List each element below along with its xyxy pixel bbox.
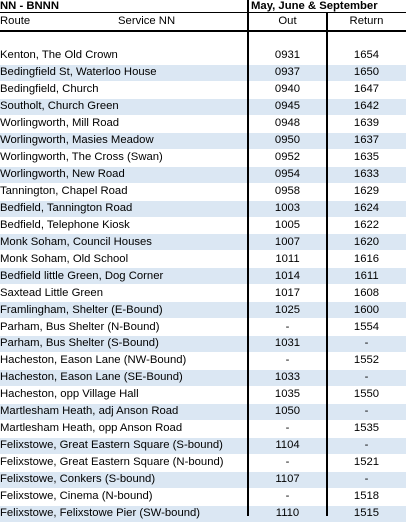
return-time: 1600 — [353, 303, 380, 316]
column-divider-route — [247, 0, 249, 516]
out-time: 0954 — [274, 167, 301, 180]
table-row — [0, 167, 406, 183]
table-row — [0, 218, 406, 234]
table-row — [0, 421, 406, 437]
return-time: 1550 — [353, 388, 380, 401]
return-time: 1624 — [353, 201, 380, 214]
stop-name: Monk Soham, Council Houses — [0, 235, 152, 248]
return-time: 1622 — [353, 218, 380, 231]
stop-name: Hacheston, Eason Lane (SE-Bound) — [0, 371, 183, 384]
out-time: 1031 — [274, 337, 301, 350]
table-row — [0, 404, 406, 420]
stop-name: Felixstowe, Cinema (N-bound) — [0, 490, 153, 503]
stop-name: Felixstowe, Great Eastern Square (S-bound) — [0, 439, 223, 452]
out-time: 0952 — [274, 151, 301, 164]
table-row — [0, 150, 406, 166]
out-time: 1107 — [275, 473, 300, 486]
stop-name: Martlesham Heath, opp Anson Road — [0, 422, 183, 435]
out-time: 1011 — [275, 252, 300, 265]
out-time: 0950 — [274, 134, 301, 147]
out-time: 0958 — [274, 184, 301, 197]
table-row — [0, 234, 406, 250]
table-row — [0, 65, 406, 81]
return-time: 1616 — [353, 252, 380, 265]
return-column-label: Return — [349, 15, 384, 28]
table-row — [0, 387, 406, 403]
return-time: - — [364, 371, 369, 384]
return-time: 1629 — [353, 184, 380, 197]
stop-name: Hacheston, opp Village Hall — [0, 388, 139, 401]
stop-name: Worlingworth, Mill Road — [0, 117, 120, 130]
return-time: 1521 — [353, 456, 380, 469]
out-time: 1025 — [274, 303, 301, 316]
stop-name: Bedingfield St, Waterloo House — [0, 66, 157, 79]
out-time: 0931 — [274, 49, 301, 62]
table-row — [0, 472, 406, 488]
header-row-columns — [0, 14, 406, 30]
table-row — [0, 353, 406, 369]
table-row — [0, 268, 406, 284]
table-row — [0, 489, 406, 505]
stop-name: Worlingworth, Masies Meadow — [0, 134, 154, 147]
out-time: - — [285, 456, 290, 469]
return-time: 1639 — [353, 117, 380, 130]
out-time: 1017 — [274, 286, 301, 299]
out-time: - — [285, 422, 290, 435]
out-time: 1104 — [275, 439, 300, 452]
stop-name: Saxtead Little Green — [0, 286, 103, 299]
table-row — [0, 184, 406, 200]
timetable-title: NN - BNNN — [0, 0, 59, 12]
return-time: 1650 — [353, 66, 380, 79]
out-time: 1014 — [274, 269, 301, 282]
return-time: 1633 — [353, 167, 380, 180]
out-time: 0948 — [274, 117, 301, 130]
return-time: - — [364, 473, 369, 486]
service-column-label: Service NN — [118, 15, 176, 28]
return-time: 1554 — [353, 320, 380, 333]
return-time: - — [364, 405, 369, 418]
table-row — [0, 116, 406, 132]
return-time: - — [364, 439, 369, 452]
stop-name: Worlingworth, The Cross (Swan) — [0, 151, 163, 164]
return-time: 1620 — [353, 235, 380, 248]
stop-name: Monk Soham, Old School — [0, 252, 129, 265]
return-time: 1515 — [353, 506, 380, 519]
return-time: 1637 — [353, 134, 380, 147]
stop-name: Kenton, The Old Crown — [0, 49, 118, 62]
out-time: 0940 — [274, 83, 301, 96]
return-time: 1635 — [353, 151, 380, 164]
out-time: 1003 — [274, 201, 301, 214]
table-row — [0, 370, 406, 386]
return-time: 1642 — [353, 100, 380, 113]
table-row — [0, 48, 406, 64]
out-time: 1050 — [274, 405, 301, 418]
column-divider-out — [326, 13, 328, 516]
return-time: 1611 — [354, 269, 379, 282]
out-time: 0937 — [274, 66, 301, 79]
stop-name: Parham, Bus Shelter (S-Bound) — [0, 337, 159, 350]
return-time: 1647 — [353, 83, 380, 96]
out-time: 0945 — [274, 100, 301, 113]
out-time: 1110 — [275, 506, 300, 519]
table-row — [0, 251, 406, 267]
return-time: 1535 — [353, 422, 380, 435]
table-row — [0, 319, 406, 335]
table-row — [0, 201, 406, 217]
return-time: 1518 — [353, 490, 380, 503]
table-row — [0, 285, 406, 301]
stop-name: Worlingworth, New Road — [0, 167, 125, 180]
table-row — [0, 99, 406, 115]
return-time: 1608 — [353, 286, 380, 299]
out-time: - — [285, 320, 290, 333]
table-row — [0, 82, 406, 98]
stop-name: Bedingfield, Church — [0, 83, 99, 96]
stop-name: Hacheston, Eason Lane (NW-Bound) — [0, 354, 187, 367]
route-column-label: Route — [0, 15, 31, 28]
out-column-label: Out — [278, 15, 297, 28]
stop-name: Felixstowe, Great Eastern Square (N-bound) — [0, 456, 224, 469]
stop-name: Tannington, Chapel Road — [0, 184, 128, 197]
return-time: - — [364, 337, 369, 350]
stop-name: Bedfield, Telephone Kiosk — [0, 218, 130, 231]
table-row — [0, 438, 406, 454]
out-time: - — [285, 354, 290, 367]
stop-name: Southolt, Church Green — [0, 100, 119, 113]
out-time: - — [285, 490, 290, 503]
stop-name: Martlesham Heath, adj Anson Road — [0, 405, 179, 418]
header-rule-top — [0, 12, 406, 13]
table-row — [0, 455, 406, 471]
table-row — [0, 133, 406, 149]
header-rule-bottom — [0, 30, 406, 32]
out-time: 1035 — [274, 388, 301, 401]
stop-name: Felixstowe, Felixstowe Pier (SW-bound) — [0, 506, 201, 519]
table-row — [0, 336, 406, 352]
table-row — [0, 302, 406, 318]
table-row — [0, 506, 406, 522]
timetable-period: May, June & September — [251, 0, 378, 12]
stop-name: Framlingham, Shelter (E-Bound) — [0, 303, 163, 316]
stop-name: Felixstowe, Conkers (S-bound) — [0, 473, 156, 486]
return-time: 1654 — [353, 49, 380, 62]
stop-name: Bedfield little Green, Dog Corner — [0, 269, 164, 282]
out-time: 1005 — [274, 218, 301, 231]
stop-name: Bedfield, Tannington Road — [0, 201, 133, 214]
out-time: 1033 — [274, 371, 301, 384]
return-time: 1552 — [353, 354, 380, 367]
out-time: 1007 — [274, 235, 301, 248]
stop-name: Parham, Bus Shelter (N-Bound) — [0, 320, 160, 333]
